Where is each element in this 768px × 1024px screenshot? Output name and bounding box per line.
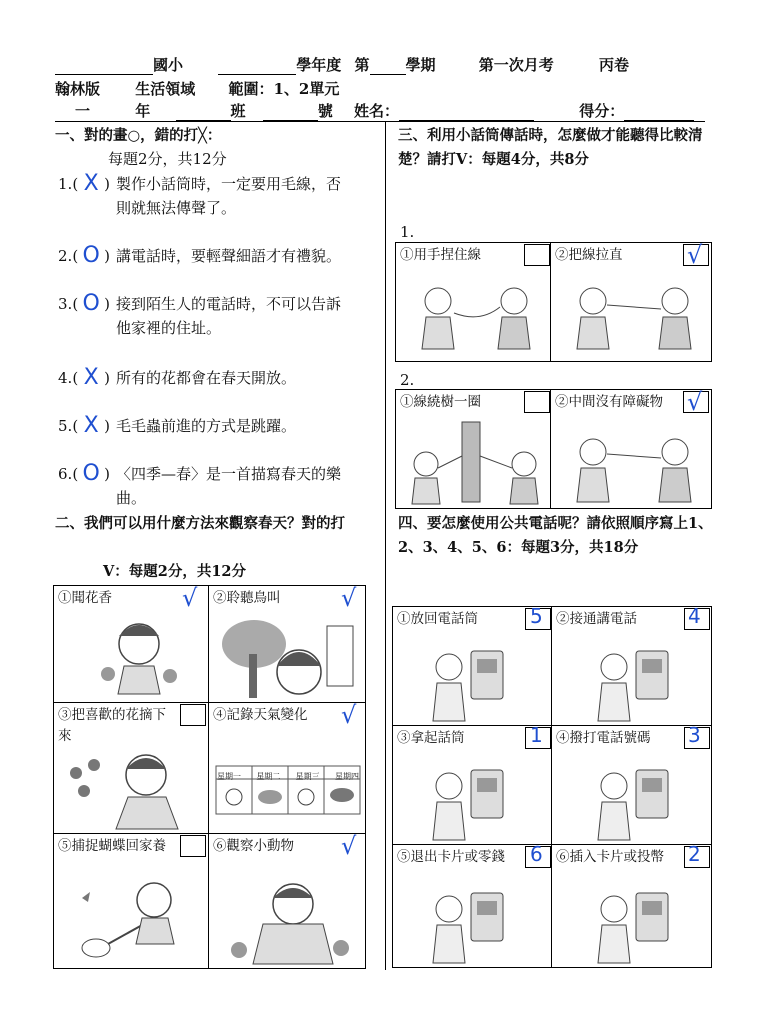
question-text: 講電話時，要輕聲細語才有禮貌。 xyxy=(116,247,342,265)
step-answer[interactable]: 1 xyxy=(530,723,543,747)
payphone-cell-1 xyxy=(392,606,552,726)
paper-label: 丙卷 xyxy=(599,56,630,74)
class-label: 班 xyxy=(230,102,246,120)
question-num: 5. xyxy=(58,417,73,435)
payphone-cell-5 xyxy=(392,844,552,968)
step-answer[interactable]: 2 xyxy=(688,842,701,866)
step-answer[interactable]: 4 xyxy=(688,604,701,628)
observe-cell-5 xyxy=(53,833,209,969)
question-3: 3. ( O ) 接到陌生人的電話時，不可以告訴他家裡的住址。 xyxy=(58,292,378,340)
tip-mark[interactable]: √ xyxy=(687,388,703,416)
tip-label: ②中間沒有障礙物 xyxy=(555,394,663,410)
step-answer[interactable]: 5 xyxy=(530,604,543,628)
observe-mark[interactable]: √ xyxy=(341,584,357,612)
question-text: 製作小話筒時，一定要用毛線，否則就無法傳聲了。 xyxy=(116,175,342,217)
question-6: 6. ( O ) 〈四季—春〉是一首描寫春天的樂曲。 xyxy=(58,462,378,510)
question-num: 4. xyxy=(58,369,73,387)
answer-6[interactable]: O xyxy=(82,461,100,486)
answer-1[interactable]: X xyxy=(83,171,99,196)
question-num: 3. xyxy=(58,295,73,313)
observe-label: ⑤捕捉蝴蝶回家養 xyxy=(58,838,166,854)
tip-mark[interactable]: √ xyxy=(687,241,703,269)
step-label: ②接通講電話 xyxy=(556,611,637,627)
payphone-insert-card-illustration xyxy=(592,891,682,965)
section1-title: 一、對的畫○，錯的打╳： xyxy=(55,127,222,144)
section3-title: 三、利用小話筒傳話時，怎麼做才能聽得比較清楚？請打V：每題4分，共8分 xyxy=(398,127,703,168)
observe-label: ②聆聽鳥叫 xyxy=(213,590,281,606)
cup-phone-pinch-illustration xyxy=(410,283,540,359)
publisher-label: 翰林版 xyxy=(55,80,101,98)
payphone-cell-6 xyxy=(551,844,712,968)
school-label: 國小 xyxy=(153,56,184,74)
header-divider xyxy=(55,121,705,122)
question-4: 4. ( X ) 所有的花都會在春天開放。 xyxy=(58,366,378,390)
question-text: 毛毛蟲前進的方式是跳躍。 xyxy=(116,417,297,435)
observe-cell-1 xyxy=(53,585,209,703)
phone-cell-2-1 xyxy=(395,389,551,509)
step-answer[interactable]: 3 xyxy=(688,723,701,747)
answer-4[interactable]: X xyxy=(83,365,99,390)
observe-mark[interactable]: √ xyxy=(182,584,198,612)
group-1-num: 1. xyxy=(400,223,415,241)
answer-box[interactable] xyxy=(180,704,206,726)
exam-label: 第一次月考 xyxy=(478,56,554,74)
seat-label: 號 xyxy=(317,102,333,120)
grade-unit: 年 xyxy=(135,102,151,120)
girl-smelling-flower-illustration xyxy=(94,614,184,696)
observe-mark[interactable]: √ xyxy=(341,701,357,729)
phone-cell-2-2 xyxy=(550,389,712,509)
weather-day: 星期三 xyxy=(295,772,320,781)
payphone-pickup-illustration xyxy=(427,768,517,842)
step-label: ①放回電話筒 xyxy=(397,611,478,627)
boy-observing-animals-illustration xyxy=(223,880,353,966)
observe-cell-4 xyxy=(208,702,366,834)
tip-label: ②把線拉直 xyxy=(555,247,623,263)
observe-label: ⑥觀察小動物 xyxy=(213,838,294,854)
answer-3[interactable]: O xyxy=(82,291,100,316)
payphone-dialing-illustration xyxy=(592,768,682,842)
string-around-tree-illustration xyxy=(406,420,546,506)
question-num: 2. xyxy=(58,247,73,265)
weather-day: 星期四 xyxy=(334,772,359,781)
phone-cell-1-1 xyxy=(395,242,551,362)
school-blank[interactable] xyxy=(55,60,153,75)
header-line-2 xyxy=(55,78,339,99)
question-text: 〈四季—春〉是一首描寫春天的樂曲。 xyxy=(116,465,342,507)
step-label: ③拿起話筒 xyxy=(397,730,465,746)
weather-day: 星期一 xyxy=(217,772,241,781)
cup-phone-taut-illustration xyxy=(565,283,701,359)
tip-label: ①用手捏住線 xyxy=(400,247,481,263)
observe-cell-2 xyxy=(208,585,366,703)
answer-5[interactable]: X xyxy=(83,413,99,438)
name-label: 姓名： xyxy=(354,102,400,120)
section4-title: 四、要怎麼使用公共電話呢？請依照順序寫上1、2、3、4、5、6：每題3分，共18分 xyxy=(398,515,713,556)
header-line-3 xyxy=(75,100,694,121)
step-label: ⑤退出卡片或零錢 xyxy=(397,849,505,865)
term-blank[interactable] xyxy=(370,60,406,75)
payphone-hangup-illustration xyxy=(427,649,517,723)
observe-label: ④記錄天氣變化 xyxy=(213,707,308,723)
payphone-cell-2 xyxy=(551,606,712,726)
answer-box[interactable] xyxy=(524,244,550,266)
question-2: 2. ( O ) 講電話時，要輕聲細語才有禮貌。 xyxy=(58,244,378,268)
boy-catching-butterfly-illustration xyxy=(74,878,194,966)
step-label: ⑥插入卡片或投幣 xyxy=(556,849,664,865)
step-answer[interactable]: 6 xyxy=(530,842,543,866)
observe-label: ③把喜歡的花摘下來 xyxy=(58,707,166,744)
name-blank[interactable] xyxy=(399,106,534,121)
answer-2[interactable]: O xyxy=(82,243,100,268)
cup-phone-clear-path-illustration xyxy=(565,430,701,506)
seat-blank[interactable] xyxy=(263,106,318,121)
observe-cell-6 xyxy=(208,833,366,969)
phone-cell-1-2 xyxy=(550,242,712,362)
year-blank[interactable] xyxy=(218,60,296,75)
question-num: 6. xyxy=(58,465,73,483)
grade-label: 一 xyxy=(75,102,91,120)
header-line-1 xyxy=(55,54,629,75)
observe-label: ①聞花香 xyxy=(58,590,112,606)
score-label: 得分： xyxy=(579,102,625,120)
section2-title: 二、我們可以用什麼方法來觀察春天？對的打 xyxy=(55,515,345,532)
section1-scoring: 每題2分，共12分 xyxy=(108,150,227,168)
weather-chart-illustration xyxy=(215,765,361,817)
class-blank[interactable] xyxy=(176,106,231,121)
question-1: 1. ( X ) 製作小話筒時，一定要用毛線，否則就無法傳聲了。 xyxy=(58,172,378,220)
payphone-cell-3 xyxy=(392,725,552,845)
question-num: 1. xyxy=(58,175,73,193)
subject-label: 生活領域 xyxy=(135,80,196,98)
observe-cell-3 xyxy=(53,702,209,834)
question-text: 接到陌生人的電話時，不可以告訴他家裡的住址。 xyxy=(116,295,342,337)
payphone-cell-4 xyxy=(551,725,712,845)
tip-label: ①線繞樹一圈 xyxy=(400,394,481,410)
answer-box[interactable] xyxy=(524,391,550,413)
score-blank[interactable] xyxy=(624,106,694,121)
answer-box[interactable] xyxy=(180,835,206,857)
question-text: 所有的花都會在春天開放。 xyxy=(116,369,297,387)
term-label: 學期 xyxy=(405,56,436,74)
section2-scoring: V：每題2分，共12分 xyxy=(103,563,247,580)
payphone-eject-card-illustration xyxy=(427,891,517,965)
weather-day: 星期二 xyxy=(256,772,281,781)
observe-mark[interactable]: √ xyxy=(341,832,357,860)
term-prefix: 第 xyxy=(354,56,370,74)
column-divider xyxy=(385,122,386,970)
group-2-num: 2. xyxy=(400,371,415,389)
step-label: ④撥打電話號碼 xyxy=(556,730,651,746)
girl-listening-bird-illustration xyxy=(219,614,359,700)
payphone-talking-illustration xyxy=(592,649,682,723)
girl-picking-flowers-illustration xyxy=(66,747,196,831)
question-5: 5. ( X ) 毛毛蟲前進的方式是跳躍。 xyxy=(58,414,378,438)
year-label: 學年度 xyxy=(296,56,342,74)
scope-label: 範圍：1、2單元 xyxy=(228,80,340,98)
